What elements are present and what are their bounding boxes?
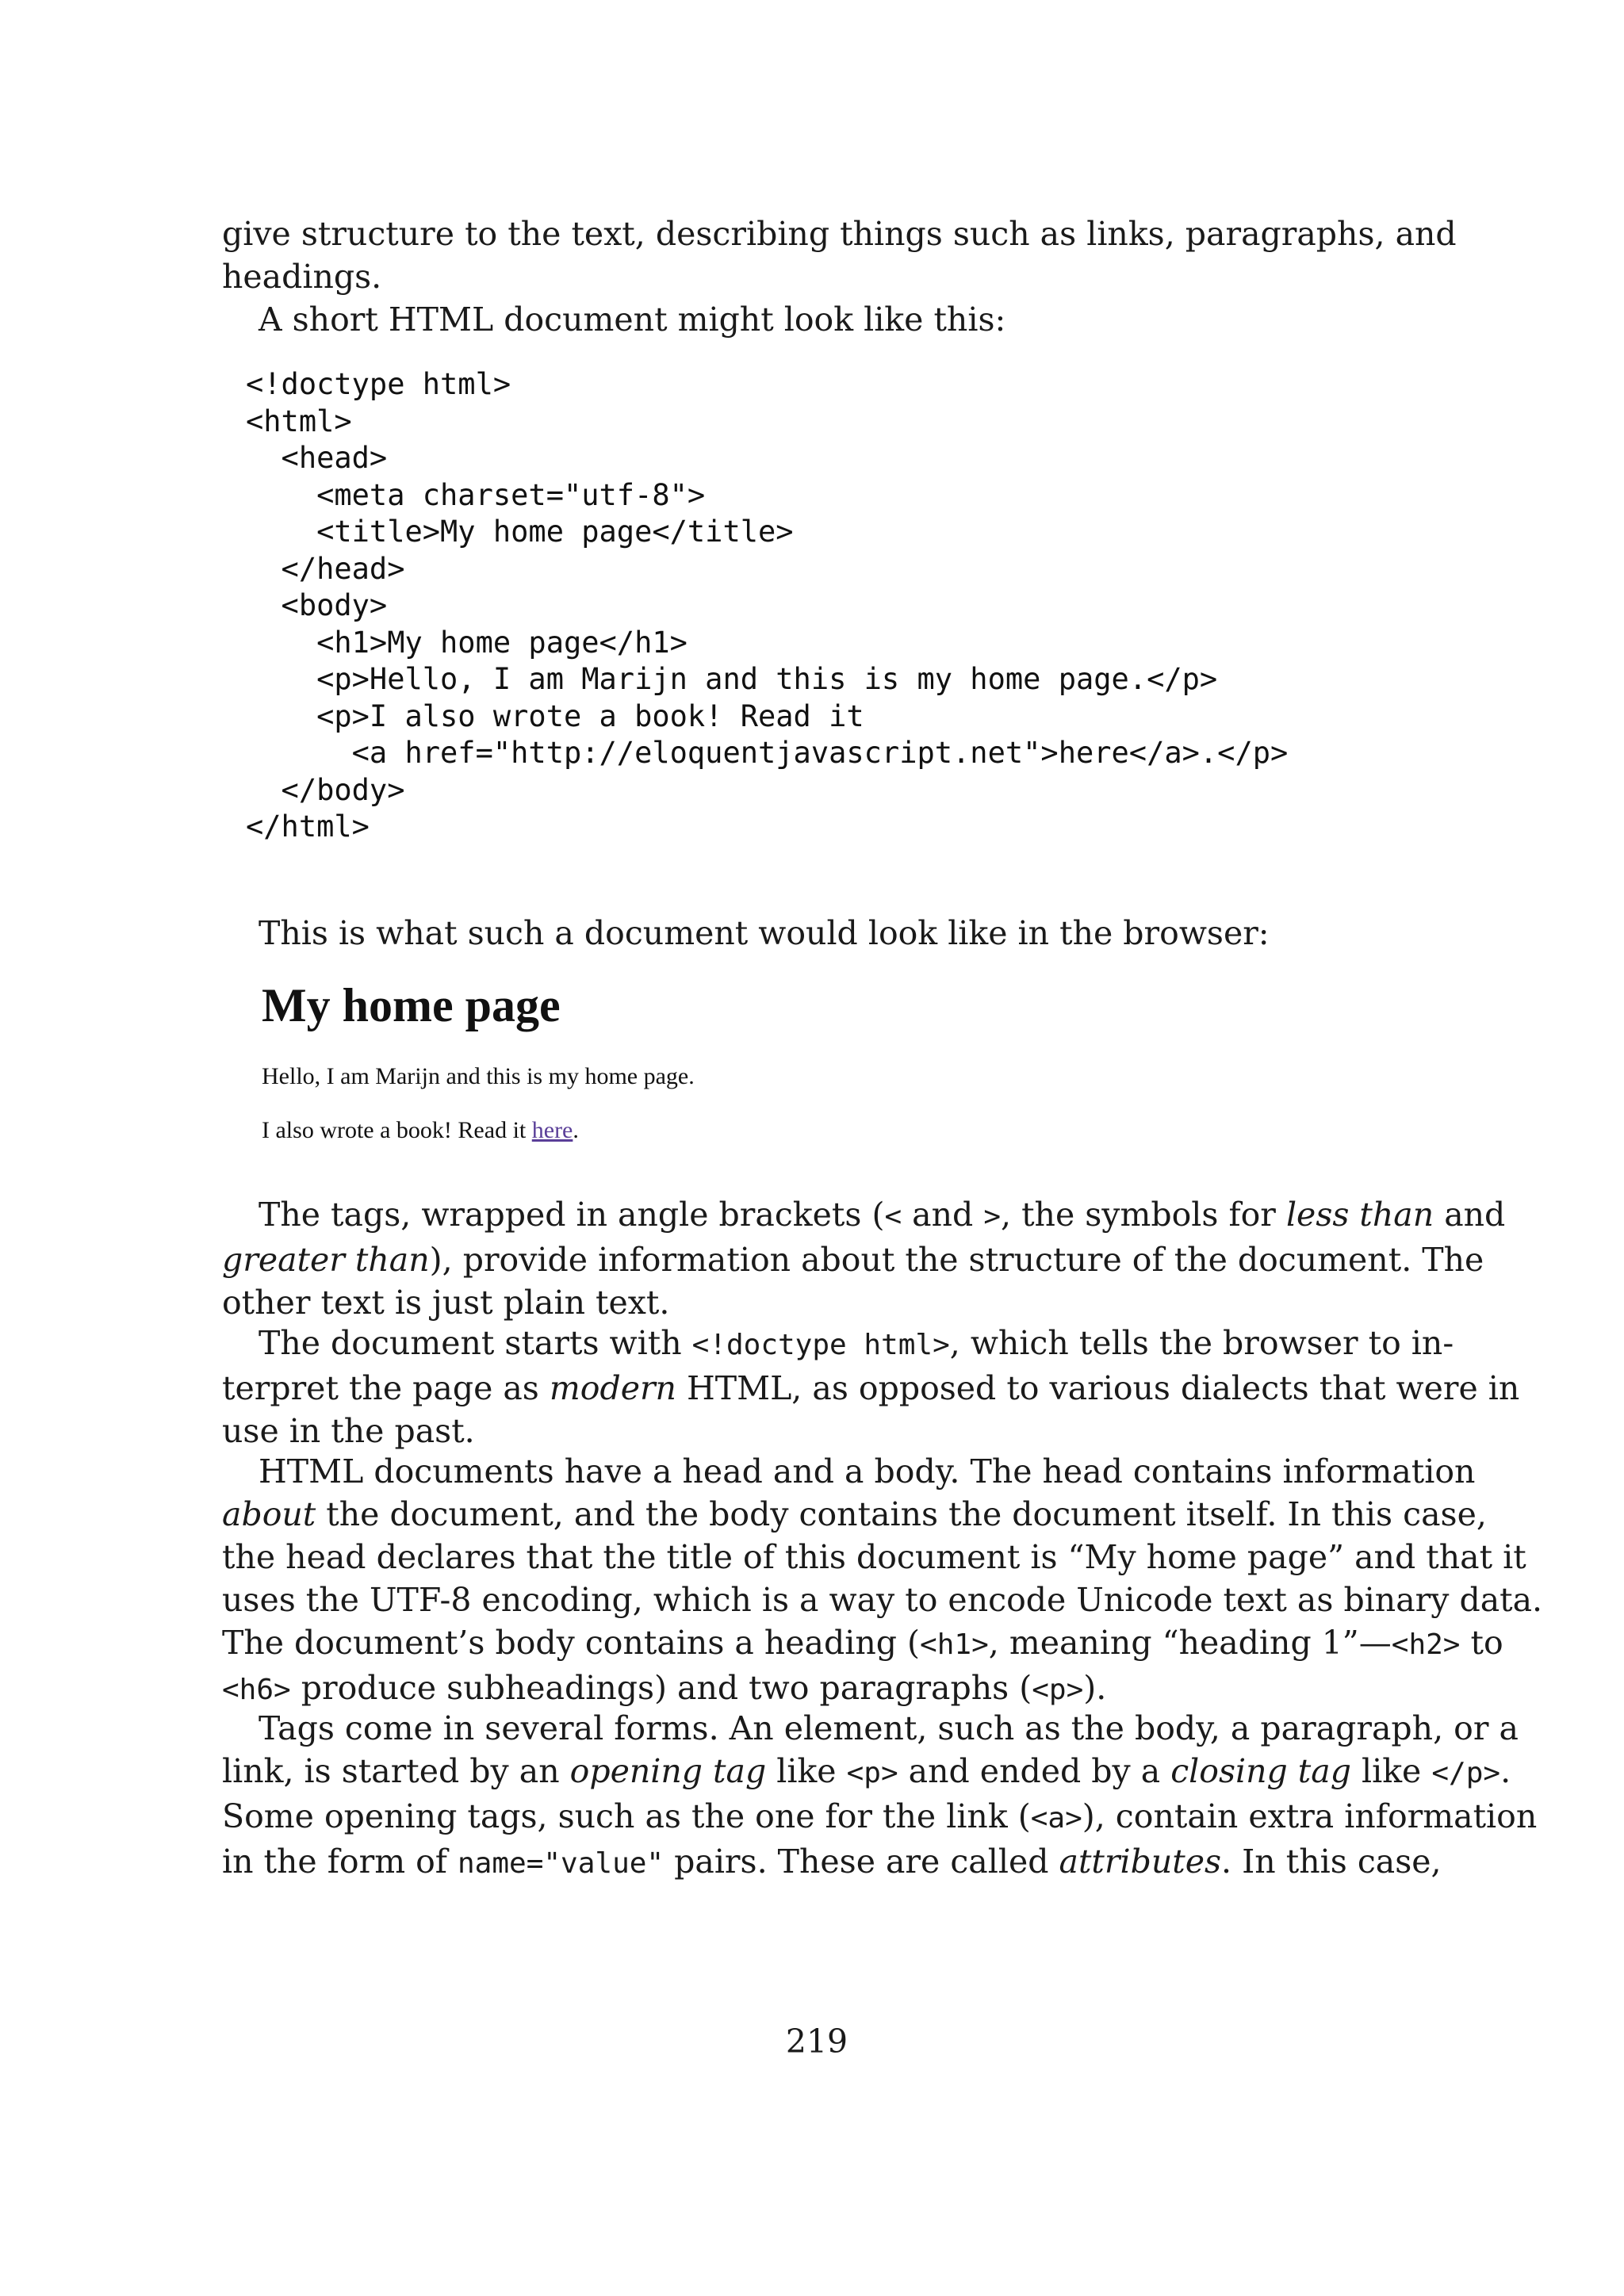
inline-code: <p>	[846, 1757, 898, 1789]
text-line: use in the past.	[222, 1412, 475, 1450]
code-line: <title>My home page</title>	[246, 515, 794, 549]
text-run: HTML, as opposed to various dialects that were in	[676, 1369, 1520, 1407]
code-line: </head>	[246, 551, 405, 586]
inline-code: <h2>	[1391, 1628, 1461, 1661]
text-run: Some opening tags, such as the one for the link (	[222, 1797, 1031, 1835]
text-run: and	[1434, 1196, 1506, 1234]
text-run: the document, and the body contains the document itself. In this case,	[316, 1495, 1487, 1533]
text-run: like	[1350, 1752, 1432, 1790]
browser-preview-figure	[262, 974, 975, 1164]
emphasis: about	[222, 1495, 316, 1533]
code-line: </html>	[246, 809, 370, 844]
code-line: <!doctype html>	[246, 367, 511, 401]
text-line	[222, 1238, 1484, 1281]
text-run: and ended by a	[898, 1752, 1171, 1790]
paragraph-tags	[222, 1193, 1506, 1324]
code-line: <a href="http://eloquentjavascript.net">here</a>.</p>	[246, 736, 1289, 770]
text-run: in the form of	[222, 1843, 458, 1881]
preview-text: I also wrote a book! Read it	[262, 1117, 532, 1143]
inline-code: <	[884, 1200, 902, 1233]
text-line: This is what such a document would look like in the browser:	[259, 914, 1270, 952]
emphasis: greater than	[222, 1241, 430, 1279]
inline-code: >	[983, 1200, 1001, 1233]
text-run: terpret the page as	[222, 1369, 550, 1407]
browser-intro-paragraph	[222, 912, 1411, 955]
text-line: other text is just plain text.	[222, 1284, 670, 1322]
text-run: .	[1500, 1752, 1511, 1790]
code-line: <body>	[246, 588, 388, 622]
text-run: The tags, wrapped in angle brackets (	[259, 1196, 885, 1234]
text-line: HTML documents have a head and a body. The head contains information	[259, 1452, 1476, 1490]
text-run: produce subheadings) and two paragraphs (	[290, 1669, 1032, 1707]
inline-code: <p>	[1032, 1674, 1084, 1706]
inline-code: <!doctype html>	[691, 1329, 950, 1361]
code-listing	[246, 366, 1288, 846]
code-line: <p>I also wrote a book! Read it	[246, 698, 864, 733]
text-line: uses the UTF-8 encoding, which is a way to encode Unicode text as binary data.	[222, 1581, 1543, 1619]
text-line	[222, 1667, 1411, 1712]
text-line	[222, 1840, 1442, 1885]
emphasis: less than	[1285, 1196, 1434, 1234]
inline-code: </p>	[1431, 1757, 1501, 1789]
text-run: , which tells the browser to in-	[949, 1324, 1454, 1362]
preview-heading: My home page	[262, 979, 561, 1031]
emphasis: closing tag	[1170, 1752, 1351, 1790]
text-run: The document’s body contains a heading (	[222, 1624, 921, 1662]
text-run: and	[902, 1196, 984, 1234]
text-run: pairs. These are called	[664, 1843, 1059, 1881]
inline-code: <h6>	[222, 1674, 291, 1706]
code-line: <h1>My home page</h1>	[246, 625, 688, 660]
text-run: ), provide information about the structure of the document. The	[429, 1241, 1484, 1279]
text-line: A short HTML document might look like this:	[259, 300, 1006, 339]
code-line: <p>Hello, I am Marijn and this is my home page.</p>	[246, 662, 1218, 696]
text-line: Tags come in several forms. An element, such as the body, a paragraph, or a	[259, 1709, 1519, 1747]
text-line	[222, 1493, 1487, 1536]
text-line	[222, 1193, 1506, 1238]
text-run: , the symbols for	[1001, 1196, 1286, 1234]
inline-code: name="value"	[458, 1847, 665, 1880]
code-line: <meta charset="utf-8">	[246, 477, 706, 512]
text-run: The document starts with	[259, 1324, 692, 1362]
code-line: <head>	[246, 441, 388, 475]
text-line: the head declares that the title of this document is “My home page” and that it	[222, 1538, 1526, 1576]
paragraph-head-body	[222, 1450, 1543, 1712]
emphasis: attributes	[1059, 1843, 1222, 1881]
paragraph-tag-forms	[222, 1707, 1538, 1885]
inline-code: <a>	[1030, 1802, 1082, 1835]
text-line: give structure to the text, describing things such as links, paragraphs, and	[222, 215, 1457, 253]
intro-paragraph	[222, 212, 1457, 341]
preview-paragraph-1: Hello, I am Marijn and this is my home page.	[262, 1063, 695, 1089]
text-line: headings.	[222, 258, 382, 296]
text-line	[222, 1367, 1520, 1410]
code-line: <html>	[246, 404, 352, 438]
book-page	[222, 0, 1543, 2296]
paragraph-doctype	[222, 1322, 1520, 1452]
page-number: 219	[785, 2022, 848, 2061]
inline-code: <h1>	[920, 1628, 989, 1661]
emphasis: opening tag	[569, 1752, 767, 1790]
preview-link-here[interactable]: here	[531, 1117, 573, 1143]
text-run: like	[766, 1752, 847, 1790]
emphasis: modern	[549, 1369, 676, 1407]
text-line	[222, 1795, 1538, 1840]
text-run: ).	[1083, 1669, 1107, 1707]
code-line: </body>	[246, 772, 405, 807]
preview-text: .	[573, 1117, 579, 1143]
text-line	[222, 1322, 1454, 1367]
text-run: ), contain extra information	[1082, 1797, 1538, 1835]
preview-paragraph-2	[262, 1115, 579, 1146]
text-run: link, is started by an	[222, 1752, 570, 1790]
text-run: , meaning “heading 1”—	[988, 1624, 1392, 1662]
text-run: . In this case,	[1221, 1843, 1442, 1881]
text-line	[222, 1750, 1511, 1795]
text-line	[222, 1621, 1503, 1667]
text-run: to	[1460, 1624, 1503, 1662]
